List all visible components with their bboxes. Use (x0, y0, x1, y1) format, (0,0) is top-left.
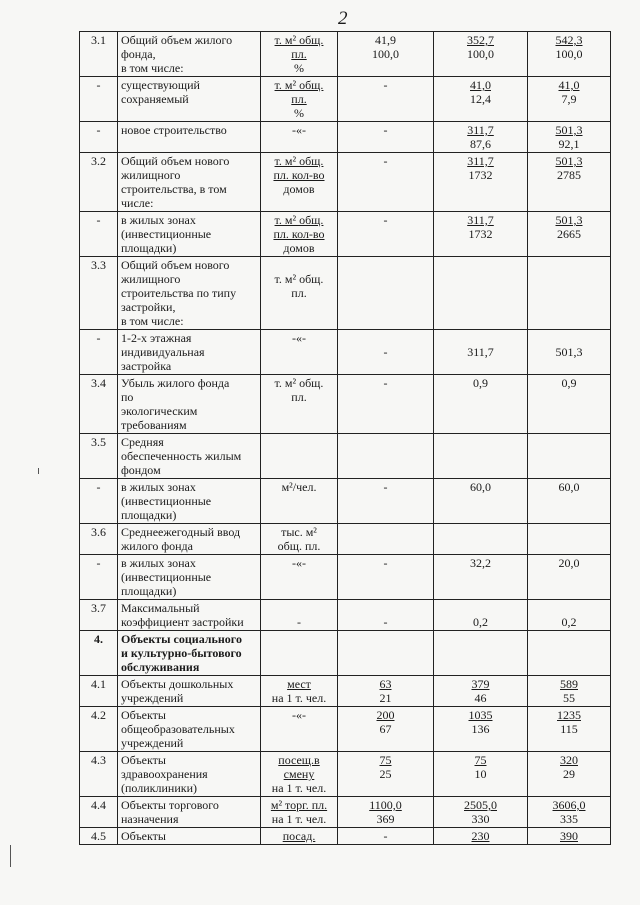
unit-cell (261, 153, 338, 212)
value-v1 (338, 77, 434, 122)
indicator-name (118, 257, 261, 330)
cell-line: 311,7 (467, 345, 494, 359)
cell-line: 330 (471, 812, 490, 826)
table-row (80, 122, 611, 153)
cell-line: 10 (474, 767, 487, 781)
cell-line: 2505,0 (464, 798, 497, 812)
value-v3 (528, 707, 611, 752)
value-v2 (434, 752, 528, 797)
cell-line: в том числе: (121, 61, 184, 75)
cell-line: 0,2 (473, 615, 488, 629)
cell-line: тыс. м² (281, 525, 317, 539)
cell-line: (инвестиционные (121, 227, 212, 241)
cell-line: 335 (560, 812, 578, 826)
cell-line: пл. (291, 47, 307, 61)
cell-line: в жилых зонах (121, 213, 196, 227)
cell-line: Общий объем нового (121, 154, 230, 168)
cell-line: застройка (121, 359, 172, 373)
value-v3 (528, 434, 611, 479)
value-v1 (338, 122, 434, 153)
cell-line: - (383, 615, 388, 629)
cell-line: Среднеежегодный ввод (121, 525, 241, 539)
cell-line: на 1 т. чел. (271, 691, 327, 705)
cell-line: 75 (474, 753, 487, 767)
indicator-name (118, 212, 261, 257)
indicator-name (118, 330, 261, 375)
unit-cell (261, 77, 338, 122)
cell-line: обеспеченность жилым (121, 449, 242, 463)
cell-line: Убыль жилого фонда (121, 376, 230, 390)
cell-line (437, 601, 524, 615)
cell-line: т. м² общ. (274, 154, 324, 168)
unit-cell (261, 631, 338, 676)
unit-cell (261, 676, 338, 707)
cell-line: учреждений (121, 691, 184, 705)
cell-line: Максимальный (121, 601, 200, 615)
cell-line: - (383, 829, 388, 843)
row-number: 3.2 (80, 153, 118, 212)
cell-line: пл. (291, 286, 307, 300)
value-v2 (434, 797, 528, 828)
row-number: 4. (80, 631, 118, 676)
value-v2 (434, 676, 528, 707)
cell-line: в том числе: (121, 314, 184, 328)
row-number: - (80, 555, 118, 600)
cell-line: 390 (560, 829, 578, 843)
cell-line: пл. кол-во (273, 168, 325, 182)
cell-line: 0,9 (473, 376, 488, 390)
margin-mark (38, 468, 39, 474)
cell-line: площадки) (121, 508, 177, 522)
cell-line: 2665 (557, 227, 581, 241)
cell-line: % (294, 106, 304, 120)
unit-cell (261, 122, 338, 153)
value-v3 (528, 122, 611, 153)
value-v3 (528, 77, 611, 122)
value-v3 (528, 212, 611, 257)
cell-line: посад. (282, 829, 316, 843)
value-v3 (528, 153, 611, 212)
cell-line: площадки) (121, 584, 177, 598)
unit-cell (261, 434, 338, 479)
table-body (80, 32, 611, 845)
table-row (80, 257, 611, 330)
row-number: 3.7 (80, 600, 118, 631)
table-row (80, 330, 611, 375)
unit-cell (261, 330, 338, 375)
table-row (80, 752, 611, 797)
unit-cell (261, 707, 338, 752)
cell-line: домов (283, 182, 315, 196)
row-number: 4.1 (80, 676, 118, 707)
cell-line: 1100,0 (369, 798, 402, 812)
cell-line: 136 (471, 722, 490, 736)
cell-line: Средняя (121, 435, 164, 449)
cell-line: т. м² общ. (274, 78, 324, 92)
value-v2 (434, 631, 528, 676)
cell-line: требованиям (121, 418, 187, 432)
cell-line (264, 601, 334, 615)
cell-line: т. м² общ. (274, 376, 324, 390)
table-row (80, 77, 611, 122)
cell-line: числе: (121, 196, 154, 210)
cell-line: 63 (379, 677, 392, 691)
value-v2 (434, 707, 528, 752)
value-v1 (338, 257, 434, 330)
table-row (80, 707, 611, 752)
cell-line: здравоохранения (121, 767, 208, 781)
cell-line: новое строительство (121, 123, 227, 137)
cell-line: 25 (379, 767, 392, 781)
cell-line: - (383, 345, 388, 359)
value-v2 (434, 153, 528, 212)
cell-line: 3606,0 (552, 798, 586, 812)
cell-line: Объекты торгового (121, 798, 219, 812)
cell-line: 32,2 (470, 556, 491, 570)
row-number: 3.4 (80, 375, 118, 434)
value-v2 (434, 479, 528, 524)
cell-line: сохраняемый (121, 92, 189, 106)
cell-line: застройки, (121, 300, 176, 314)
cell-line: общ. пл. (277, 539, 321, 553)
value-v1 (338, 524, 434, 555)
cell-line: 29 (563, 767, 575, 781)
cell-line: жилого фонда (121, 539, 193, 553)
cell-line: Объекты социального (121, 632, 242, 646)
unit-cell (261, 32, 338, 77)
value-v3 (528, 524, 611, 555)
value-v1 (338, 212, 434, 257)
value-v2 (434, 600, 528, 631)
cell-line: 311,7 (467, 123, 494, 137)
cell-line: - (383, 376, 388, 390)
cell-line: 41,0 (558, 78, 580, 92)
cell-line: 100,0 (467, 47, 494, 61)
cell-line: 501,3 (555, 123, 583, 137)
cell-line: 230 (471, 829, 490, 843)
cell-line: -«- (292, 331, 306, 345)
indicator-name (118, 631, 261, 676)
cell-line: 2785 (557, 168, 581, 182)
cell-line (264, 258, 334, 272)
unit-cell (261, 555, 338, 600)
cell-line: - (297, 615, 301, 629)
cell-line: пл. кол-во (273, 227, 325, 241)
value-v3 (528, 330, 611, 375)
value-v3 (528, 631, 611, 676)
value-v1 (338, 676, 434, 707)
table-row (80, 212, 611, 257)
row-number: - (80, 330, 118, 375)
cell-line: 100,0 (372, 47, 399, 61)
cell-line: 501,3 (555, 345, 583, 359)
cell-line: м² торг. пл. (270, 798, 328, 812)
cell-line: пл. (291, 390, 307, 404)
cell-line (341, 601, 430, 615)
cell-line: экологическим (121, 404, 198, 418)
table-row (80, 524, 611, 555)
value-v2 (434, 122, 528, 153)
indicator-name (118, 797, 261, 828)
indicator-name (118, 375, 261, 434)
cell-line: м²/чел. (281, 480, 317, 494)
indicator-name (118, 524, 261, 555)
cell-line: (инвестиционные (121, 494, 212, 508)
value-v3 (528, 479, 611, 524)
value-v2 (434, 212, 528, 257)
unit-cell (261, 257, 338, 330)
value-v1 (338, 434, 434, 479)
row-number: 3.1 (80, 32, 118, 77)
table-row (80, 828, 611, 845)
table-row (80, 375, 611, 434)
value-v2 (434, 524, 528, 555)
unit-cell (261, 797, 338, 828)
cell-line: 311,7 (467, 154, 494, 168)
value-v2 (434, 32, 528, 77)
unit-cell (261, 212, 338, 257)
row-number: - (80, 77, 118, 122)
cell-line: существующий (121, 78, 200, 92)
cell-line: мест (287, 677, 311, 691)
indicator-name (118, 32, 261, 77)
cell-line: 12,4 (470, 92, 491, 106)
cell-line: 46 (474, 691, 487, 705)
cell-line: 100,0 (555, 47, 583, 61)
cell-line: -«- (292, 708, 306, 722)
cell-line: Объекты (121, 708, 166, 722)
cell-line: площадки) (121, 241, 177, 255)
unit-cell (261, 828, 338, 845)
indicator-name (118, 752, 261, 797)
row-number: - (80, 212, 118, 257)
cell-line: строительства по типу (121, 286, 237, 300)
cell-line: Общий объем жилого (121, 33, 233, 47)
indicator-name (118, 434, 261, 479)
cell-line: 1-2-х этажная (121, 331, 192, 345)
cell-line: (поликлиники) (121, 781, 198, 795)
cell-line: - (383, 78, 388, 92)
row-number: 3.3 (80, 257, 118, 330)
value-v1 (338, 600, 434, 631)
indicator-name (118, 77, 261, 122)
page-number: 2 (338, 8, 348, 29)
cell-line: общеобразовательных (121, 722, 235, 736)
cell-line: 501,3 (555, 154, 583, 168)
cell-line: строительства, в том (121, 182, 227, 196)
cell-line: - (383, 154, 388, 168)
value-v3 (528, 676, 611, 707)
cell-line (531, 331, 607, 345)
cell-line: обслуживания (121, 660, 200, 674)
value-v2 (434, 257, 528, 330)
value-v2 (434, 828, 528, 845)
cell-line: пл. (291, 92, 307, 106)
cell-line: 200 (376, 708, 395, 722)
indicator-name (118, 555, 261, 600)
cell-line: т. м² общ. (274, 33, 324, 47)
value-v3 (528, 257, 611, 330)
row-number: 4.2 (80, 707, 118, 752)
cell-line: домов (283, 241, 315, 255)
value-v1 (338, 707, 434, 752)
cell-line: 501,3 (555, 213, 583, 227)
cell-line: т. м² общ. (274, 213, 324, 227)
indicator-name (118, 479, 261, 524)
indicator-name (118, 828, 261, 845)
cell-line: 1732 (468, 168, 493, 182)
cell-line: Общий объем нового (121, 258, 230, 272)
row-number: 4.3 (80, 752, 118, 797)
cell-line (341, 331, 430, 345)
margin-mark (10, 845, 11, 867)
cell-line: на 1 т. чел. (271, 812, 327, 826)
cell-line: на 1 т. чел. (271, 781, 327, 795)
value-v2 (434, 77, 528, 122)
value-v3 (528, 752, 611, 797)
cell-line: фондом (121, 463, 161, 477)
cell-line: 20,0 (558, 556, 580, 570)
value-v1 (338, 797, 434, 828)
cell-line: 311,7 (467, 213, 494, 227)
table-row (80, 32, 611, 77)
cell-line: индивидуальная (121, 345, 205, 359)
cell-line: посещ.в (278, 753, 320, 767)
cell-line: 7,9 (561, 92, 577, 106)
unit-cell (261, 375, 338, 434)
cell-line: 1235 (557, 708, 581, 722)
cell-line: 67 (379, 722, 392, 736)
cell-line: назначения (121, 812, 179, 826)
cell-line: жилищного (121, 272, 181, 286)
cell-line (531, 601, 607, 615)
table-row (80, 631, 611, 676)
cell-line: 87,6 (470, 137, 491, 151)
table-row (80, 797, 611, 828)
table-row (80, 555, 611, 600)
cell-line: 21 (379, 691, 392, 705)
cell-line: 115 (560, 722, 578, 736)
table-row (80, 600, 611, 631)
cell-line: по (121, 390, 134, 404)
cell-line: смену (283, 767, 315, 781)
cell-line: % (294, 61, 304, 75)
value-v1 (338, 479, 434, 524)
row-number: 3.6 (80, 524, 118, 555)
value-v2 (434, 375, 528, 434)
cell-line: 0,9 (561, 376, 577, 390)
table-row (80, 479, 611, 524)
cell-line: 60,0 (470, 480, 491, 494)
indicators-table (79, 31, 611, 845)
value-v3 (528, 555, 611, 600)
cell-line: 379 (471, 677, 490, 691)
cell-line: 1035 (468, 708, 493, 722)
cell-line: - (383, 213, 388, 227)
cell-line: -«- (292, 123, 306, 137)
value-v3 (528, 32, 611, 77)
unit-cell (261, 524, 338, 555)
cell-line: -«- (292, 556, 306, 570)
value-v1 (338, 375, 434, 434)
value-v3 (528, 600, 611, 631)
table-row (80, 434, 611, 479)
value-v2 (434, 555, 528, 600)
cell-line: 60,0 (558, 480, 580, 494)
value-v1 (338, 631, 434, 676)
cell-line: - (383, 480, 388, 494)
value-v1 (338, 555, 434, 600)
value-v1 (338, 330, 434, 375)
cell-line: (инвестиционные (121, 570, 212, 584)
indicator-name (118, 707, 261, 752)
row-number: 4.5 (80, 828, 118, 845)
unit-cell (261, 479, 338, 524)
cell-line: и культурно-бытового (121, 646, 242, 660)
value-v1 (338, 153, 434, 212)
table-row (80, 676, 611, 707)
cell-line: Объекты дошкольных (121, 677, 234, 691)
cell-line (437, 331, 524, 345)
value-v2 (434, 434, 528, 479)
cell-line: - (383, 123, 388, 137)
cell-line: 1732 (468, 227, 493, 241)
cell-line: 0,2 (561, 615, 577, 629)
cell-line: в жилых зонах (121, 556, 196, 570)
indicator-name (118, 600, 261, 631)
cell-line: - (383, 556, 388, 570)
cell-line: Объекты (121, 829, 166, 843)
cell-line: 75 (379, 753, 392, 767)
row-number: 4.4 (80, 797, 118, 828)
cell-line: учреждений (121, 736, 184, 750)
cell-line: 55 (563, 691, 575, 705)
cell-line: 92,1 (558, 137, 580, 151)
value-v1 (338, 32, 434, 77)
cell-line: коэффициент застройки (121, 615, 244, 629)
cell-line: в жилых зонах (121, 480, 196, 494)
cell-line: жилищного (121, 168, 181, 182)
value-v2 (434, 330, 528, 375)
cell-line: фонда, (121, 47, 156, 61)
cell-line: 589 (560, 677, 578, 691)
cell-line: Объекты (121, 753, 166, 767)
value-v3 (528, 828, 611, 845)
row-number: - (80, 122, 118, 153)
value-v1 (338, 828, 434, 845)
indicator-name (118, 676, 261, 707)
cell-line: т. м² общ. (274, 272, 324, 286)
unit-cell (261, 600, 338, 631)
cell-line: 41,9 (375, 33, 396, 47)
cell-line: 320 (560, 753, 578, 767)
value-v3 (528, 797, 611, 828)
row-number: - (80, 479, 118, 524)
cell-line: 41,0 (470, 78, 491, 92)
value-v1 (338, 752, 434, 797)
row-number: 3.5 (80, 434, 118, 479)
indicator-name (118, 122, 261, 153)
cell-line: 352,7 (467, 33, 494, 47)
value-v3 (528, 375, 611, 434)
table-row (80, 153, 611, 212)
cell-line: 369 (376, 812, 395, 826)
unit-cell (261, 752, 338, 797)
indicator-name (118, 153, 261, 212)
cell-line: 542,3 (555, 33, 583, 47)
